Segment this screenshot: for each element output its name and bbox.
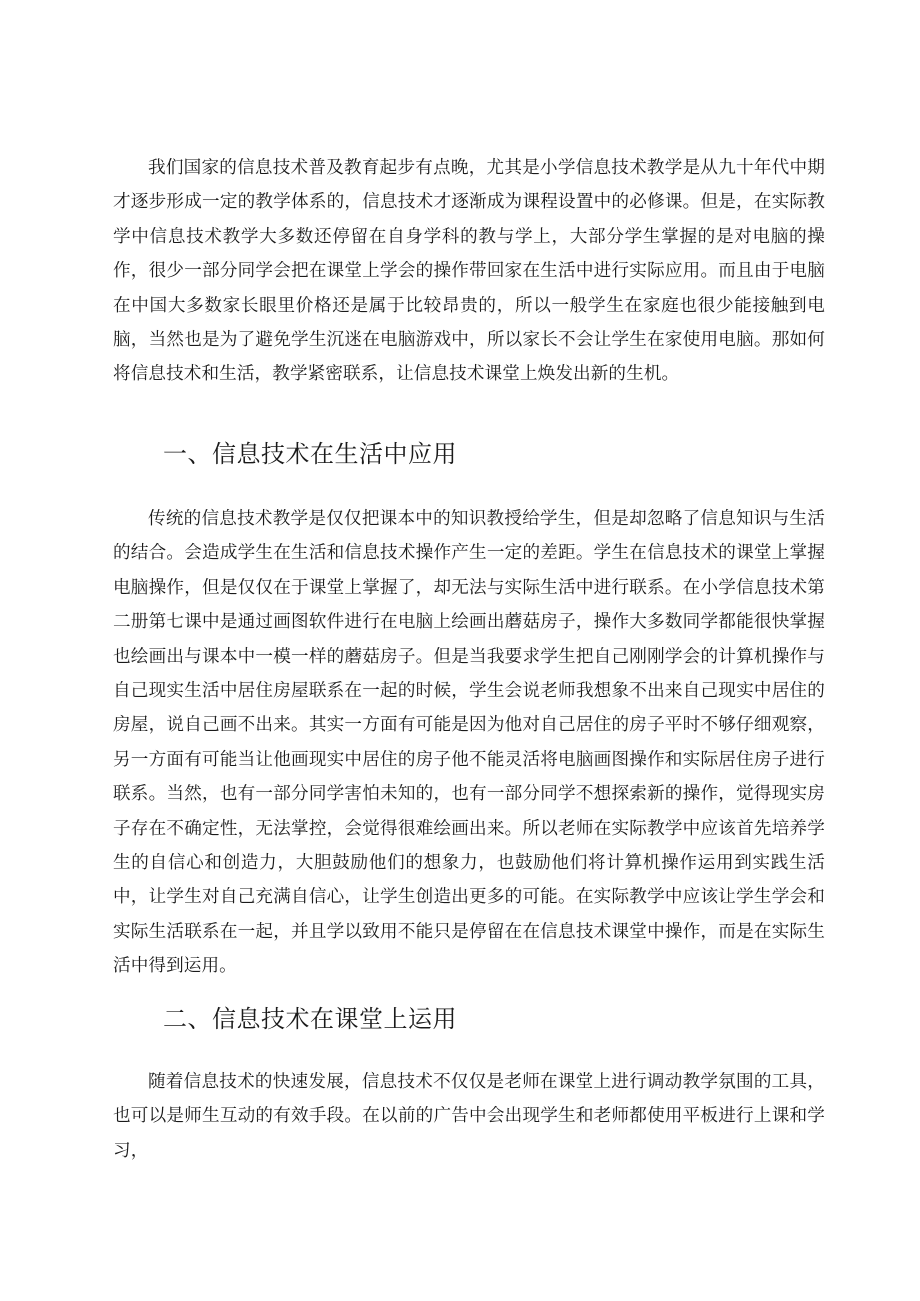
section-heading-2: 二、信息技术在课堂上运用	[163, 1005, 457, 1033]
section-heading-1: 一、信息技术在生活中应用	[163, 440, 457, 468]
intro-paragraph: 我们国家的信息技术普及教育起步有点晚，尤其是小学信息技术教学是从九十年代中期才逐步形成一定的教学体系的，信息技术才逐渐成为课程设置中的必修课。但是，在实际教学中信息技术教学大多数还停留在自身学科的教与学上，大部分学生掌握的是对电脑的操作，很少一部分同学会把在课堂上学会的操作带回家在生活中进行实际应用。而且由于电脑在中国大多数家长眼里价格还是属于比较昂贵的，所以一般学生在家庭也很少能接触到电脑，当然也是为了避免学生沉迷在电脑游戏中，所以家长不会让学生在家使用电脑。那如何将信息技术和生活，教学紧密联系，让信息技术课堂上焕发出新的生机。	[113, 158, 825, 385]
section1-paragraph: 传统的信息技术教学是仅仅把课本中的知识教授给学生，但是却忽略了信息知识与生活的结合。会造成学生在生活和信息技术操作产生一定的差距。学生在信息技术的课堂上掌握电脑操作，但是仅仅在于课堂上掌握了，却无法与实际生活中进行联系。在小学信息技术第二册第七课中是通过画图软件进行在电脑上绘画出蘑菇房子，操作大多数同学都能很快掌握也绘画出与课本中一模一样的蘑菇房子。但是当我要求学生把自己刚刚学会的计算机操作与自己现实生活中居住房屋联系在一起的时候，学生会说老师我想象不出来自己现实中居住的房屋，说自己画不出来。其实一方面有可能是因为他对自己居住的房子平时不够仔细观察，另一方面有可能当让他画现实中居住的房子他不能灵活将电脑画图操作和实际居住房子进行联系。当然，也有一部分同学害怕未知的，也有一部分同学不想探索新的操作，觉得现实房子存在不确定性，无法掌控，会觉得很难绘画出来。所以老师在实际教学中应该首先培养学生的自信心和创造力，大胆鼓励他们的想象力，也鼓励他们将计算机操作运用到实践生活中，让学生对自己充满自信心，让学生创造出更多的可能。在实际教学中应该让学生学会和实际生活联系在一起，并且学以致用不能只是停留在在信息技术课堂中操作，而是在实际生活中得到运用。	[113, 509, 825, 977]
section2-paragraph: 随着信息技术的快速发展，信息技术不仅仅是老师在课堂上进行调动教学氛围的工具，也可以是师生互动的有效手段。在以前的广告中会出现学生和老师都使用平板进行上课和学习，	[113, 1072, 825, 1161]
